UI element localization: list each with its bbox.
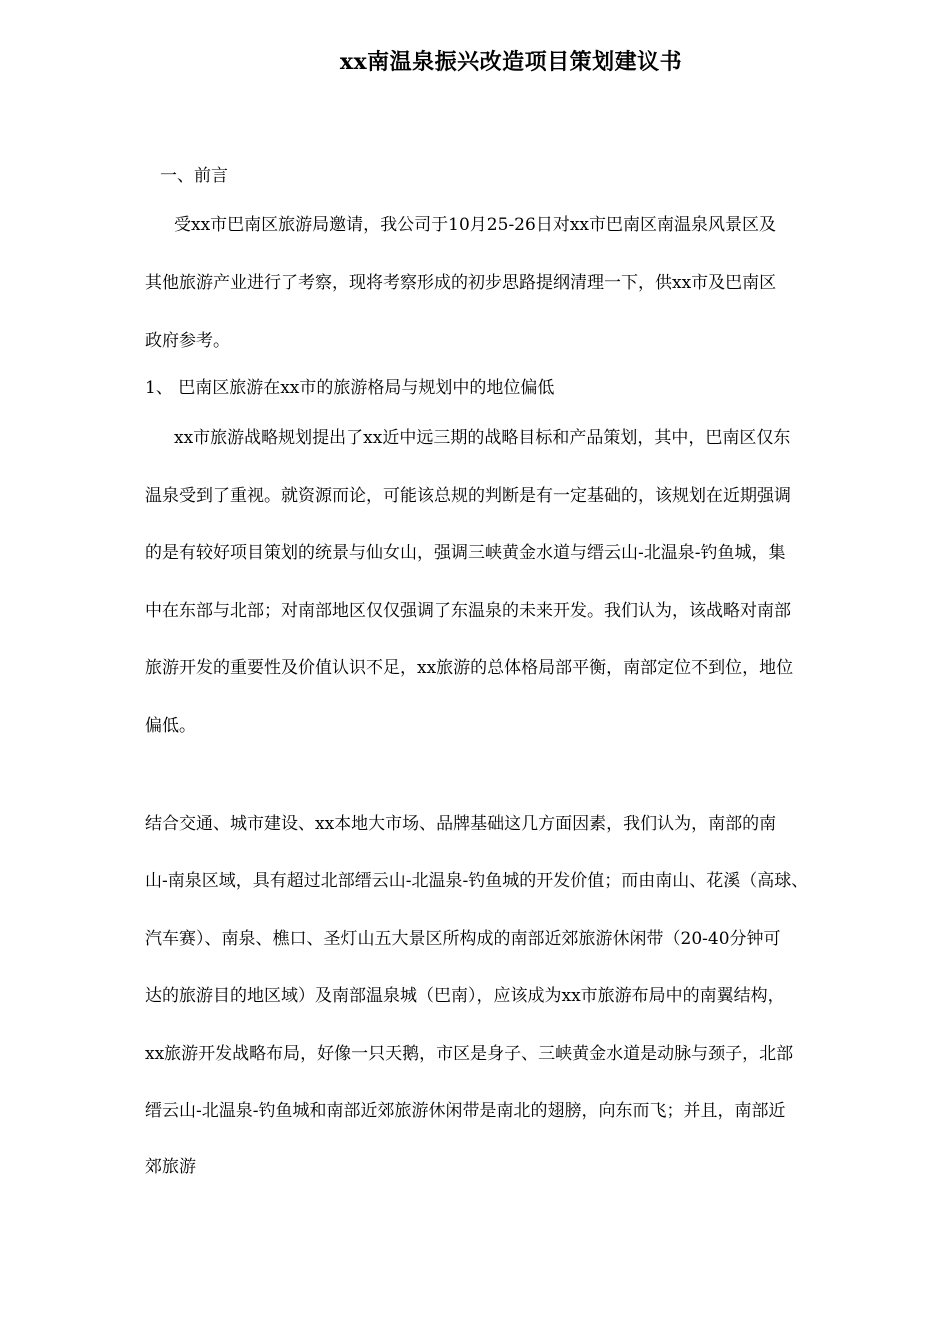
paragraph-line: 其他旅游产业进行了考察，现将考察形成的初步思路提纲清理一下，供xx市及巴南区 <box>145 273 777 293</box>
paragraph-line: 政府参考。 <box>145 331 230 351</box>
paragraph-line: 温泉受到了重视。就资源而论，可能该总规的判断是有一定基础的，该规划在近期强调 <box>145 486 791 506</box>
document-title: xx南温泉振兴改造项目策划建议书 <box>339 49 683 75</box>
paragraph-line: 汽车赛）、南泉、樵口、圣灯山五大景区所构成的南部近郊旅游休闲带（20-40分钟可 <box>145 929 781 949</box>
paragraph-line: 旅游开发的重要性及价值认识不足，xx旅游的总体格局部平衡，南部定位不到位，地位 <box>145 658 794 678</box>
paragraph-line: 中在东部与北部；对南部地区仅仅强调了东温泉的未来开发。我们认为，该战略对南部 <box>145 601 791 621</box>
paragraph-line: 结合交通、城市建设、xx本地大市场、品牌基础这几方面因素，我们认为，南部的南 <box>145 814 777 834</box>
paragraph-line: 山-南泉区域，具有超过北部缙云山-北温泉-钓鱼城的开发价值；而由南山、花溪（高球、 <box>145 871 809 891</box>
paragraph-line: 缙云山-北温泉-钓鱼城和南部近郊旅游休闲带是南北的翅膀，向东而飞；并且，南部近 <box>145 1101 786 1121</box>
paragraph-line: 达的旅游目的地区域）及南部温泉城（巴南），应该成为xx市旅游布局中的南翼结构， <box>145 986 785 1006</box>
paragraph-line: 的是有较好项目策划的统景与仙女山，强调三峡黄金水道与缙云山-北温泉-钓鱼城，集 <box>145 543 786 563</box>
paragraph-line: xx旅游开发战略布局，好像一只天鹅，市区是身子、三峡黄金水道是动脉与颈子，北部 <box>145 1044 794 1064</box>
subsection-heading: 1、 巴南区旅游在xx市的旅游格局与规划中的地位偏低 <box>145 378 555 398</box>
paragraph-line: 郊旅游 <box>145 1157 196 1177</box>
paragraph-line: xx市旅游战略规划提出了xx近中远三期的战略目标和产品策划，其中，巴南区仅东 <box>174 428 791 448</box>
paragraph-line: 偏低。 <box>145 716 196 736</box>
paragraph-line: 受xx市巴南区旅游局邀请，我公司于10月25-26日对xx市巴南区南温泉风景区及 <box>174 215 776 235</box>
section-heading-preface: 一、前言 <box>160 166 228 186</box>
